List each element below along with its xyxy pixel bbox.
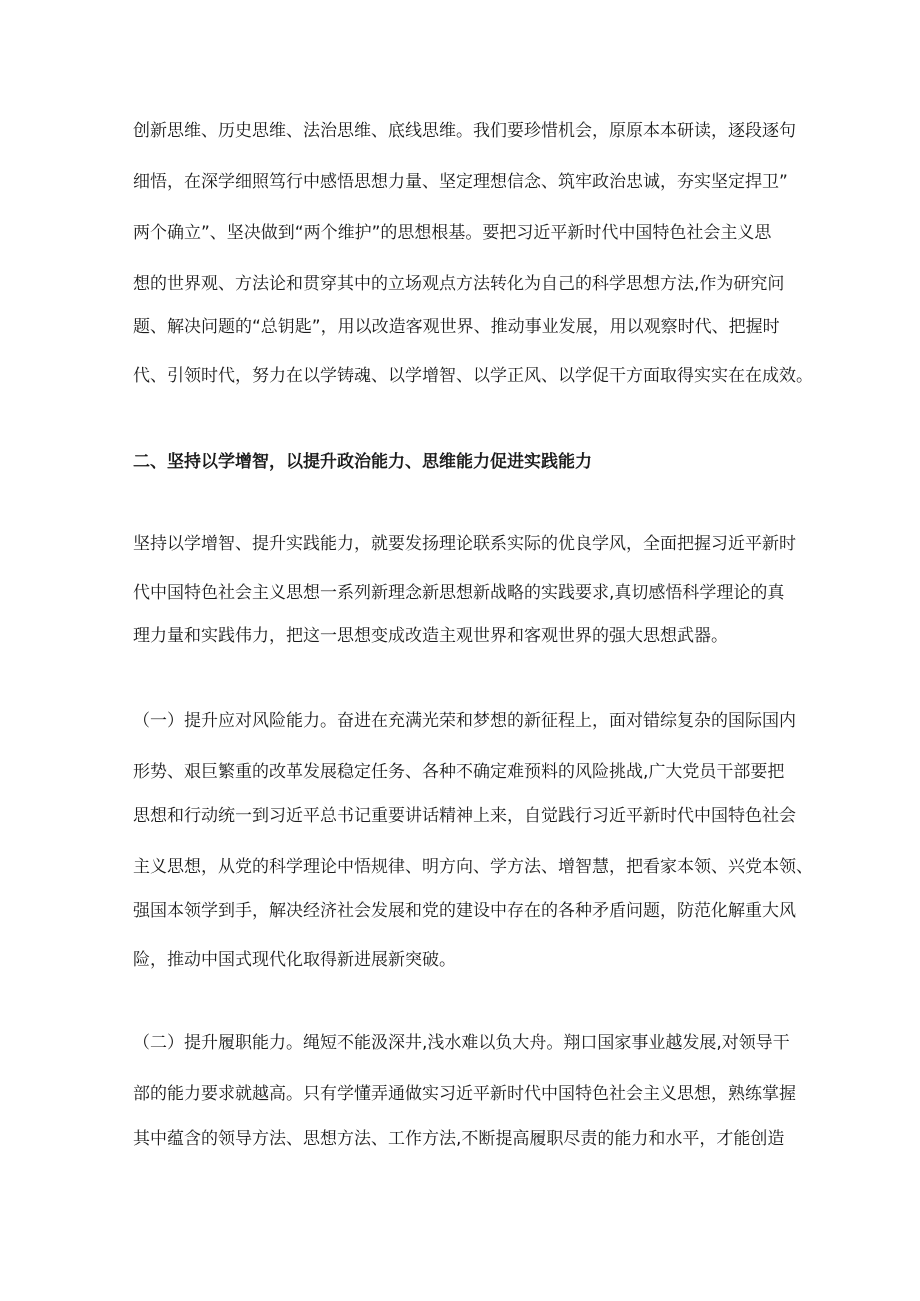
line-text: 理力量和实践伟力，把这一思想变成改造主观世界和客观世界的强大思想武器。 (133, 626, 728, 646)
line-text: 细悟，在深学细照笃行中感悟思想力量、坚定理想信念、筑牢政治忠诚，夯实坚定捍卫” (133, 172, 788, 192)
line-text: 代中国特色社会主义思想一系列新理念新思想新战略的实践要求,真切感悟科学理论的真 (133, 583, 785, 603)
line-text: 部的能力要求就越高。只有学懂弄通做实习近平新时代中国特色社会主义思想，熟练掌握 (133, 1084, 796, 1104)
line-text: （一）提升应对风险能力。奋进在充满光荣和梦想的新征程上，面对错综复杂的国际国内 (133, 711, 796, 731)
line-text: 创新思维、历史思维、法治思维、底线思维。我们要珍惜机会，原原本本研读，逐段逐句 (133, 121, 796, 141)
line-text: 代、引领时代，努力在以学铸魂、以学增智、以学正风、以学促干方面取得实实在在成效。 (133, 366, 813, 386)
section-heading-text: 二、坚持以学增智，以提升政治能力、思维能力促进实践能力 (133, 452, 592, 472)
line-text: 坚持以学增智、提升实践能力，就要发扬理论联系实际的优良学风，全面把握习近平新时 (133, 534, 796, 554)
line-text: 两个确立”、坚决做到“两个维护”的思想根基。要把习近平新时代中国特色社会主义思 (133, 223, 772, 243)
line-text: 其中蕴含的领导方法、思想方法、工作方法,不断提高履职尽责的能力和水平，才能创造 (133, 1129, 785, 1149)
line-text: 思想和行动统一到习近平总书记重要讲话精神上来，自觉践行习近平新时代中国特色社会 (133, 806, 796, 826)
line-text: 想的世界观、方法论和贯穿其中的立场观点方法转化为自己的科学思想方法,作为研究问 (133, 274, 785, 294)
line-text: 形势、艰巨繁重的改革发展稳定任务、各种不确定难预料的风险挑战,广大党员干部要把 (133, 762, 785, 782)
line-text: （二）提升履职能力。绳短不能汲深井,浅水难以负大舟。翔口国家事业越发展,对领导干 (133, 1033, 790, 1053)
line-text: 主义思想，从党的科学理论中悟规律、明方向、学方法、增智慧，把看家本领、兴党本领、 (133, 857, 813, 877)
line-text: 险，推动中国式现代化取得新进展新突破。 (133, 950, 456, 970)
line-text: 题、解决问题的“总钥匙”，用以改造客观世界、推动事业发展，用以观察时代、把握时 (133, 317, 780, 337)
line-text: 强国本领学到手，解决经济社会发展和党的建设中存在的各种矛盾问题，防范化解重大风 (133, 901, 796, 921)
